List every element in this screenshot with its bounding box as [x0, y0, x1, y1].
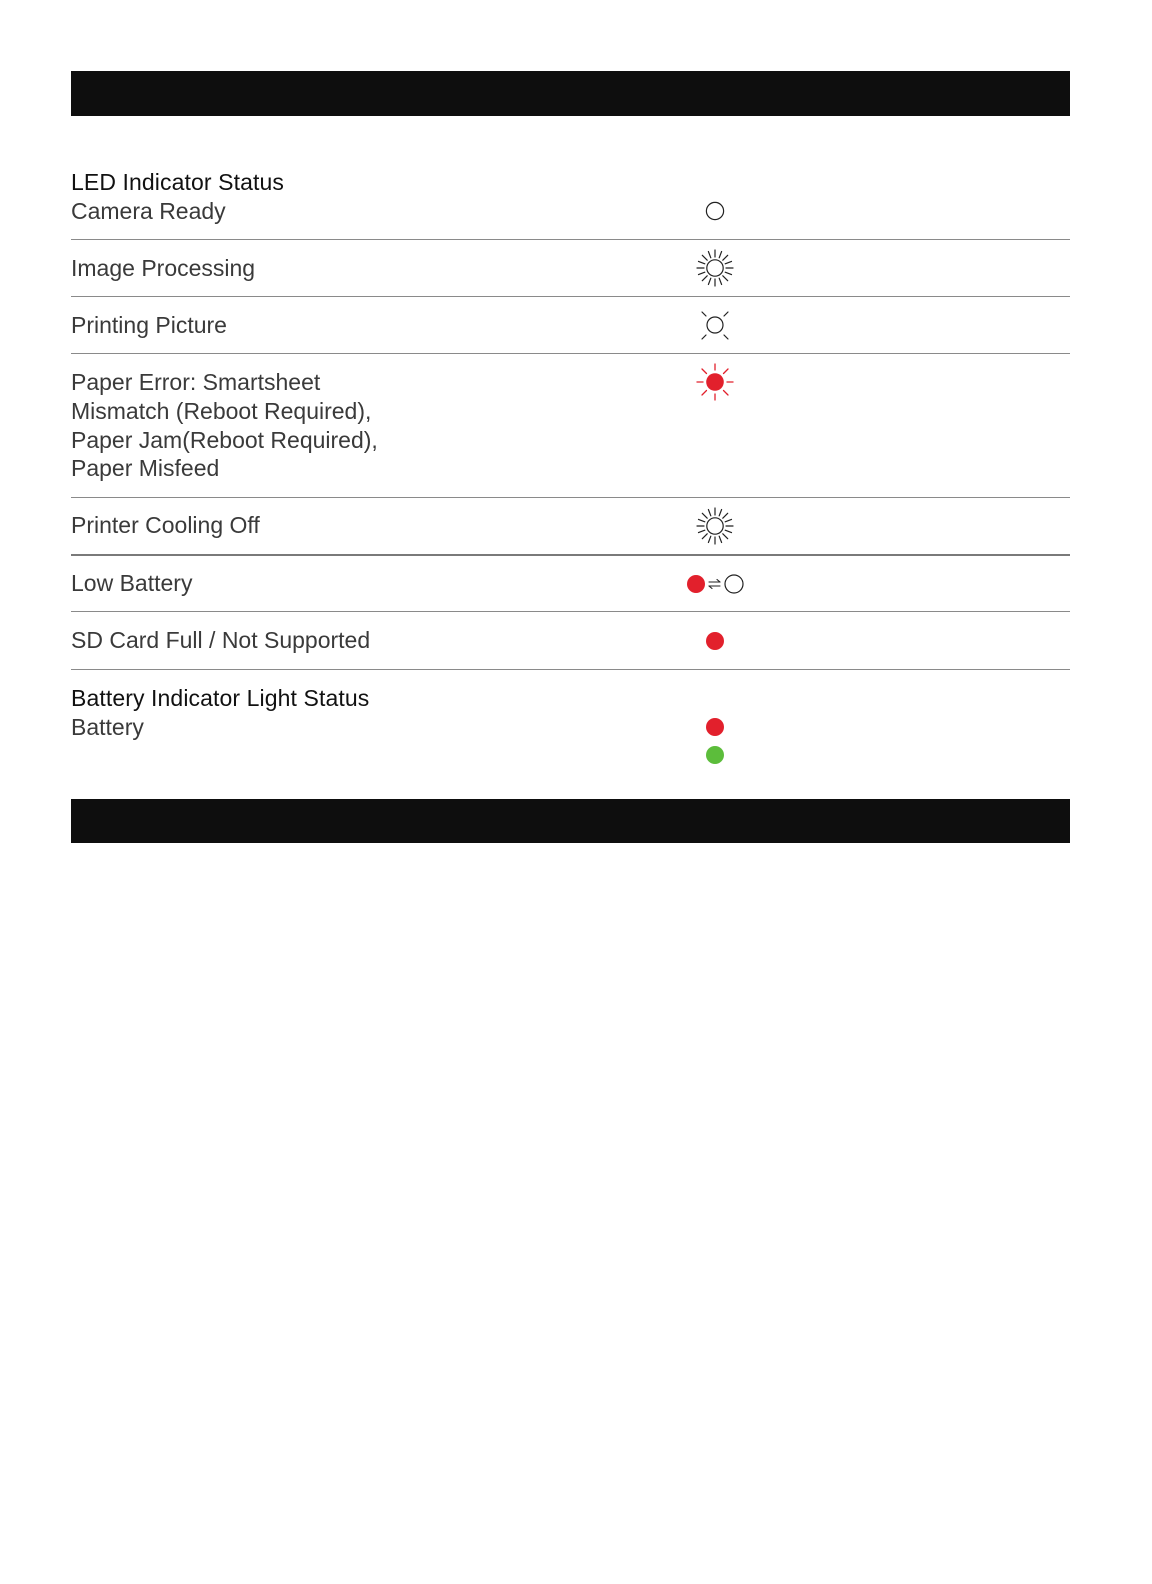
led-solid-red-icon	[704, 630, 726, 652]
led-solid-green-icon	[704, 744, 726, 766]
row-label-paper-error-2: Mismatch (Reboot Required),	[71, 398, 372, 424]
row-divider	[71, 353, 1070, 354]
led-flashing-white-icon	[694, 505, 736, 547]
led-blinking-slow-icon	[697, 308, 733, 344]
row-divider	[71, 497, 1070, 498]
led-flashing-white-icon	[694, 247, 736, 289]
row-label-camera-ready: Camera Ready	[71, 198, 226, 224]
row-divider	[71, 611, 1070, 612]
footer-bar	[71, 799, 1070, 843]
row-label-sd-card: SD Card Full / Not Supported	[71, 627, 371, 653]
row-label-low-battery: Low Battery	[71, 570, 193, 596]
row-label-paper-error-1: Paper Error: Smartsheet	[71, 369, 321, 395]
row-divider	[71, 296, 1070, 297]
row-divider	[71, 669, 1070, 670]
led-flashing-red-icon	[694, 361, 736, 403]
header-bar	[71, 71, 1070, 116]
section-heading-led: LED Indicator Status	[71, 169, 284, 195]
row-divider	[71, 554, 1070, 556]
led-off-icon	[704, 200, 726, 222]
row-label-battery: Battery	[71, 714, 144, 740]
row-label-paper-error-3: Paper Jam(Reboot Required),	[71, 427, 378, 453]
row-label-paper-error-4: Paper Misfeed	[71, 455, 220, 481]
row-label-printing-picture: Printing Picture	[71, 312, 227, 338]
row-divider	[71, 239, 1070, 240]
led-alternating-red-white-icon	[684, 572, 746, 596]
led-solid-red-icon	[704, 716, 726, 738]
section-heading-battery: Battery Indicator Light Status	[71, 685, 370, 711]
row-label-printer-cooling-off: Printer Cooling Off	[71, 512, 260, 538]
row-label-image-processing: Image Processing	[71, 255, 256, 281]
